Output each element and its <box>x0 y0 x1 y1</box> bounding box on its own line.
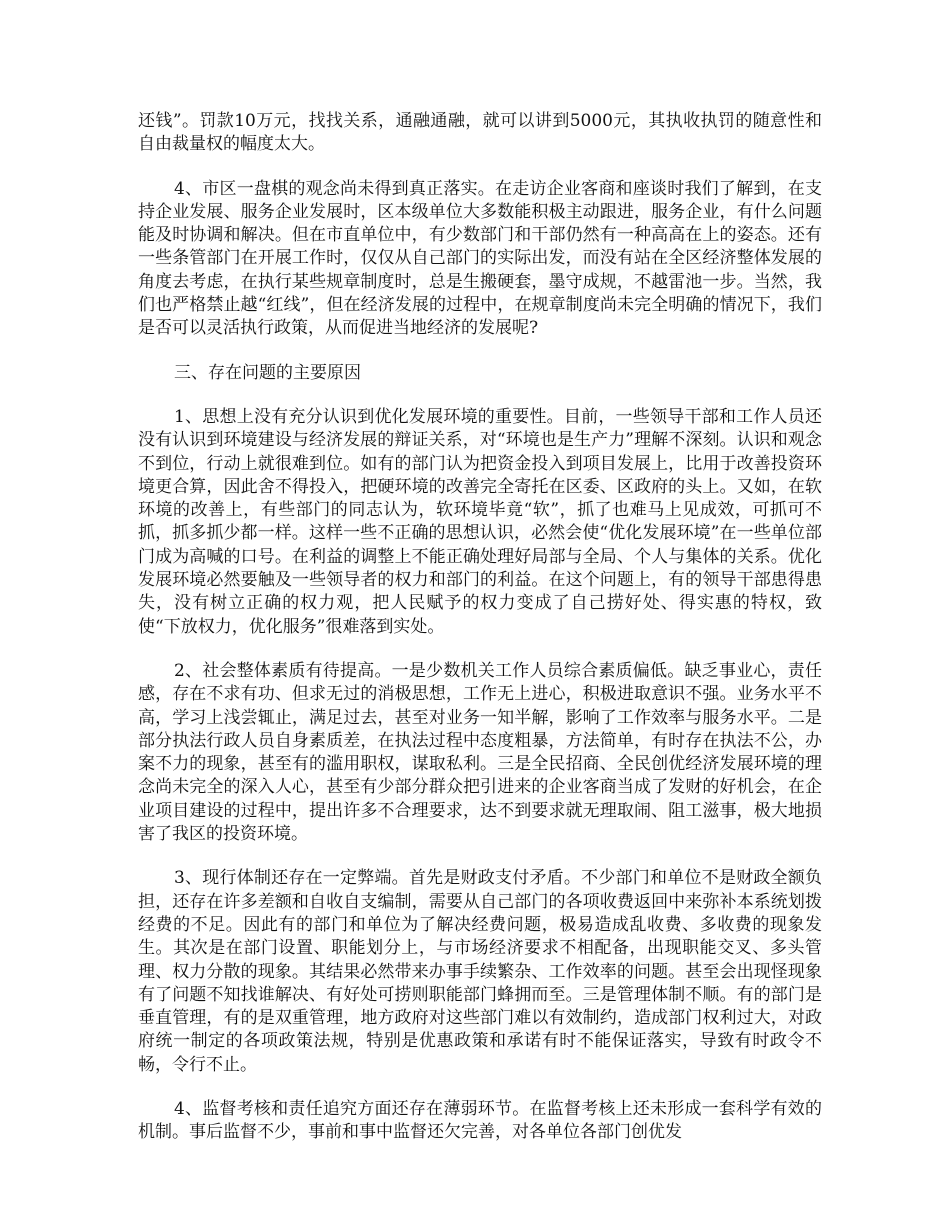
paragraph: 还钱”。罚款10万元，找找关系，通融通融，就可以讲到5000元，其执收执罚的随意性和自由裁量权的幅度太大。 <box>138 111 822 155</box>
paragraph: 2、社会整体素质有待提高。一是少数机关工作人员综合素质偏低。缺乏事业心，责任感，存在不求有功、但求无过的消极思想，工作无上进心，积极进取意识不强。业务水平不高，学习上浅尝辄止，满足过去，甚至对业务一知半解，影响了工作效率与服务水平。二是部分执法行政人员自身素质差，在执法过程中态度粗暴，方法简单，有时存在执法不公，办案不力的现象，甚至有的滥用职权，谋取私利。三是全民招商、全民创优经济发展环境的理念尚未完全的深入人心，甚至有少部分群众把引进来的企业客商当成了发财的好机会，在企业项目建设的过程中，提出许多不合理要求，达不到要求就无理取闹、阻工滋事，极大地损害了我区的投资环境。 <box>138 660 822 845</box>
paragraph: 3、现行体制还存在一定弊端。首先是财政支付矛盾。不少部门和单位不是财政全额负担，还存在许多差额和自收自支编制，需要从自己部门的各项收费返回中来弥补本系统划拨经费的不足。因此有的部门和单位为了解决经费问题，极易造成乱收费、多收费的现象发生。其次是在部门设置、职能划分上，与市场经济要求不相配备，出现职能交叉、多头管理、权力分散的现象。其结果必然带来办事手续繁杂、工作效率的问题。甚至会出现怪现象有了问题不知找谁解决、有好处可捞则职能部门蜂拥而至。三是管理体制不顺。有的部门是垂直管理，有的是双重管理，地方政府对这些部门难以有效制约，造成部门权利过大，对政府统一制定的各项政策法规，特别是优惠政策和承诺有时不能保证落实，导致有时政令不畅，令行不止。 <box>138 868 822 1075</box>
paragraph: 4、市区一盘棋的观念尚未得到真正落实。在走访企业客商和座谈时我们了解到，在支持企业发展、服务企业发展时，区本级单位大多数能积极主动跟进，服务企业，有什么问题能及时协调和解决。但在市直单位中，有少数部门和干部仍然有一种高高在上的姿态。还有一些条管部门在开展工作时，仅仅从自己部门的实际出发，而没有站在全区经济整体发展的角度去考虑，在执行某些规章制度时，总是生搬硬套，墨守成规，不越雷池一步。当然，我们也严格禁止越“红线”，但在经济发展的过程中，在规章制度尚未完全明确的情况下，我们是否可以灵活执行政策，从而促进当地经济的发展呢? <box>138 178 822 339</box>
paragraph: 4、监督考核和责任追究方面还存在薄弱环节。在监督考核上还未形成一套科学有效的机制。事后监督不少，事前和事中监督还欠完善，对各单位各部门创优发 <box>138 1098 822 1143</box>
section-heading: 三、存在问题的主要原因 <box>174 362 361 383</box>
document-body <box>138 110 822 1166</box>
paragraph: 1、思想上没有充分认识到优化发展环境的重要性。目前，一些领导干部和工作人员还没有认识到环境建设与经济发展的辩证关系，对“环境也是生产力”理解不深刻。认识和观念不到位，行动上就很难到位。如有的部门认为把资金投入到项目发展上，比用于改善投资环境更合算，因此舍不得投入，把硬环境的改善完全寄托在区委、区政府的头上。又如，在软环境的改善上，有些部门的同志认为，软环境毕竟“软”，抓了也难马上见成效，可抓可不抓，抓多抓少都一样。这样一些不正确的思想认识，必然会使“优化发展环境”在一些单位部门成为高喊的口号。在利益的调整上不能正确处理好局部与全局、个人与集体的关系。优化发展环境必然要触及一些领导者的权力和部门的利益。在这个问题上，有的领导干部患得患失，没有树立正确的权力观，把人民赋予的权力变成了自己捞好处、得实惠的特权，致使“下放权力，优化服务”很难落到实处。 <box>138 406 822 637</box>
